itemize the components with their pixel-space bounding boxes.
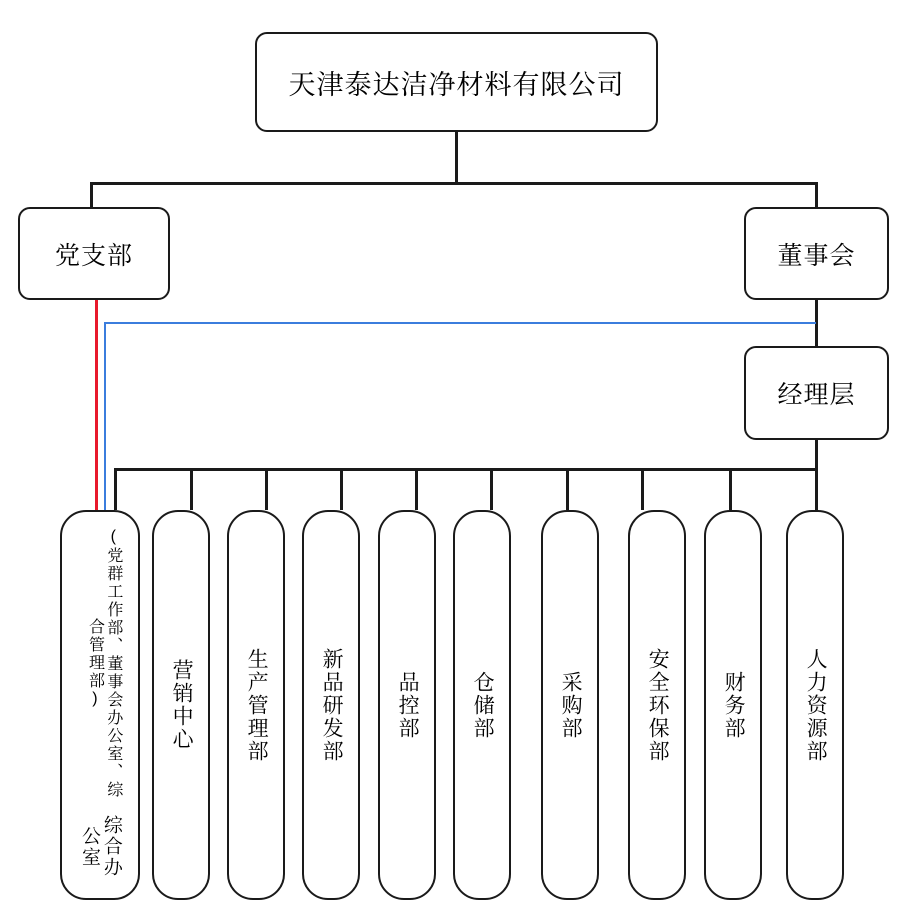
node-department-warehouse[interactable]: [453, 510, 511, 900]
node-department-human-resources-label: 人力资源部: [804, 647, 828, 763]
node-department-production-management-label: 生产管理部: [245, 647, 269, 763]
connector-party-red-vertical: [95, 300, 98, 510]
node-board-label: 董事会: [777, 241, 856, 270]
connector-dept-drop-3: [265, 468, 268, 510]
node-department-production-management[interactable]: [227, 510, 285, 900]
node-department-safety-environment[interactable]: [628, 510, 686, 900]
node-department-finance-label: 财务部: [722, 670, 746, 740]
node-department-marketing-center-label: 营销中心: [170, 659, 194, 751]
node-department-new-product-rnd[interactable]: [302, 510, 360, 900]
node-party-branch-label: 党支部: [54, 241, 133, 270]
connector-dept-drop-8: [641, 468, 644, 510]
node-board[interactable]: [744, 207, 889, 300]
connector-dept-drop-4: [340, 468, 343, 510]
node-department-marketing-center[interactable]: [152, 510, 210, 900]
node-company-label: 天津泰达洁净材料有限公司: [288, 69, 625, 100]
connector-party-drop: [90, 182, 93, 207]
connector-dept-drop-6: [490, 468, 493, 510]
node-manager-level-label: 经理层: [777, 381, 856, 409]
connector-dept-drop-2: [190, 468, 193, 510]
connector-dept-drop-1: [114, 468, 117, 510]
connector-dept-drop-5: [415, 468, 418, 510]
node-department-general-office-label: 综合办公室: [79, 815, 122, 879]
connector-dept-drop-10: [815, 468, 818, 510]
connector-dept-drop-7: [566, 468, 569, 510]
node-department-quality-control-label: 品控部: [396, 670, 420, 740]
general-office-text-group: [78, 522, 122, 888]
node-department-general-office-sub: (党群工作部、董事会办公室、综合管理部): [86, 528, 122, 800]
connector-level2-bar: [90, 182, 818, 185]
node-department-warehouse-label: 仓储部: [471, 670, 495, 740]
node-manager-level[interactable]: [744, 346, 889, 440]
node-department-general-office[interactable]: [60, 510, 140, 900]
node-department-purchasing-label: 采购部: [559, 670, 583, 740]
connector-board-blue-vertical: [104, 322, 106, 510]
connector-board-blue-horizontal: [104, 322, 816, 324]
node-department-new-product-rnd-label: 新品研发部: [320, 647, 344, 763]
node-department-safety-environment-label: 安全环保部: [646, 647, 670, 763]
node-company[interactable]: [255, 32, 658, 132]
node-department-human-resources[interactable]: [786, 510, 844, 900]
node-department-quality-control[interactable]: [378, 510, 436, 900]
connector-manager-stem: [815, 440, 818, 468]
node-department-purchasing[interactable]: [541, 510, 599, 900]
connector-company-stem: [455, 132, 458, 182]
node-department-finance[interactable]: [704, 510, 762, 900]
node-party-branch[interactable]: [18, 207, 170, 300]
connector-departments-bar: [114, 468, 818, 471]
connector-dept-drop-9: [729, 468, 732, 510]
connector-board-drop: [815, 182, 818, 207]
